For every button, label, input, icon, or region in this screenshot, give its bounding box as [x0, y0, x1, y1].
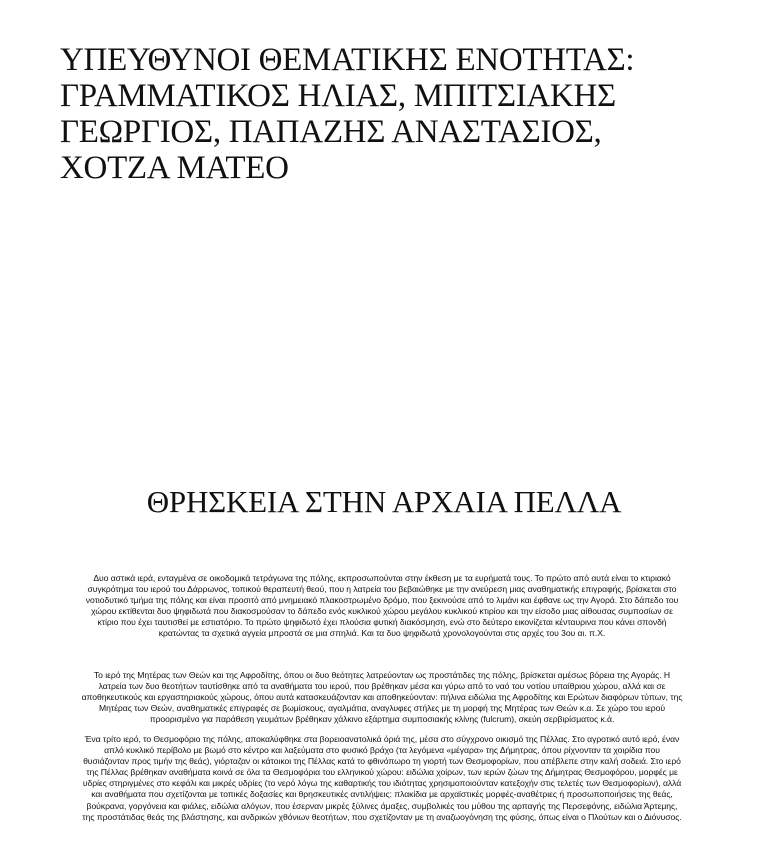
- authors-heading-line-1: ΥΠΕΥΘΥΝΟΙ ΘΕΜΑΤΙΚΗΣ ΕΝΟΤΗΤΑΣ:: [60, 42, 635, 78]
- authors-heading-line-4: ΧΟΤΖΑ ΜΑΤΕΟ: [60, 150, 289, 186]
- authors-heading: [60, 42, 720, 186]
- authors-heading-line-2: ΓΡΑΜΜΑΤΙΚΟΣ ΗΛΙΑΣ, ΜΠΙΤΣΙΑΚΗΣ: [60, 78, 616, 114]
- section-title: ΘΡΗΣΚΕΙΑ ΣΤΗΝ ΑΡΧΑΙΑ ΠΕΛΛΑ: [146, 484, 622, 519]
- paragraph-mother-of-gods-sanctuary: Το ιερό της Μητέρας των Θεών και της Αφροδίτης, όπου οι δυο θεότητες λατρεύονταν ως προστάτιδες της πόλης, βρίσκεται αμέσως βόρεια της Αγοράς. Η λατρεία των δυο θεοτήτων ταυτίσθηκε από τα αναθήματα του ιερού, που βρέθηκαν μέσα και γύρω από το ναό του νοτίου υπαίθριου χώρου, αλλά και σε αποθηκευτικούς και εργαστηριακούς χώρους, όπου αυτά κατασκευάζονταν και αποθηκεύονταν: πήλινα ειδώλια της Αφροδίτης και Ερώτων διαφόρων τύπων, της Μητέρας των Θεών, αναθηματικές επιγραφές σε βωμίσκους, αγαλμάτια, αναγλυφες στήλες με τη μορφή της Μητέρας των Θεών κ.α. Σε χώρο του ιερού προορισμένο για παράθεση γευμάτων βρέθηκαν χάλκινο εξάρτημα συμποσιακής κλίνης (fulcrum), σκεύη σερβιρίσματος κ.ά.: [81, 670, 683, 725]
- paragraph-thesmophorion: Ένα τρίτο ιερό, το Θεσμοφόριο της πόλης, αποκαλύφθηκε στα βορειοανατολικά όριά της, μέσα στο σύγχρονο οικισμό της Πέλλας. Στο αγροτικό αυτό ιερό, έναν απλό κυκλικό περίβολο με βωμό στο κέντρο και λαξεύματα στο φυσικό βράχο (τα λεγόμενα «μέγαρα» της Δήμητρας, όπου ρίχνονταν τα χοιρίδια που θυσιάζονταν προς τιμήν της θεάς), γιόρταζαν οι κάτοικοι της Πέλλας κατά το φθινόπωρο τη γιορτή των Θεσμοφορίων, που απέβλεπε στην καλή σοδειά. Στο ιερό της Πέλλας βρέθηκαν αναθήματα κοινά σε όλα τα Θεσμοφόρια του ελληνικού χώρου: ειδώλια χοίρων, των ιερών ζώων της Δήμητρας Θεσμοφόρου, μορφές με υδρίες στηριγμένες στο κεφάλι και μικρές υδρίες (το νερό λόγω της καθαρτικής του ιδιότητας χρησιμοποιούνταν κατεξοχήν στις τελετές των Θεσμοφορίων), αλλά και αναθήματα που σχετίζονται με τοπικές δοξασίες και θρησκευτικές αντιλήψεις: πλακίδια με αρχαϊστικές μορφές-αναθέτριες ή προσωποποιήσεις της θεάς, βούκρανα, γοργόνεια και φιάλες, ειδώλια αλόγων, που έσερναν μικρές ξύλινες άμαξες, συμβολικές του μύθου της αρπαγής της Περσεφόνης, ειδώλια Άρτεμης, της προστάτιδας θεάς της βλάστησης, και ανδρικών χθόνιων θεοτήτων, που σχετίζονταν με τη αναζωογόνηση της φύσης, όπως είναι ο Πλούτων και ο Διόνυσος.: [82, 734, 682, 822]
- authors-heading-line-3: ΓΕΩΡΓΙΟΣ, ΠΑΠΑΖΗΣ ΑΝΑΣΤΑΣΙΟΣ,: [60, 114, 602, 150]
- paragraph-darron-sanctuary: Δυο αστικά ιερά, ενταγμένα σε οικοδομικά τετράγωνα της πόλης, εκπροσωπούνται στην έκθεση με τα ευρήματά τους. Το πρώτο από αυτά είναι το κτιριακό συγκρότημα του ιερού του Δάρρωνος, τοπικού θεραπευτή θεού, που η λατρεία του βεβαιώθηκε με την ανεύρεση μιας αναθηματικής επιγραφής, βρίσκεται στο νοτιοδυτικό τμήμα της πόλης και είναι προσιτό από μνημειακό πλακοστρωμένο δρόμο, που ξεκινούσε από το λιμάνι και έφθανε ως την Αγορά. Στο δάπεδο του χώρου εκτίθενται δυο ψηφιδωτά που διακοσμούσαν το δάπεδο ενός κυκλικού χώρου μεγάλου κυκλικού κτιρίου και την είσοδο μιας αίθουσας συμποσίων σε κτίριο που έχει ταυτισθεί με εστιατόριο. Το πρώτο ψηφιδωτό έχει πλούσια φυτική διακόσμηση, ενώ στο δεύτερο εικονίζεται κένταυρινα που κάνει σπονδή κρατώντας τα σχετικά αγγεία μπροστά σε μια σπηλιά. Και τα δυο ψηφιδωτά χρονολογούνται στις αρχές του 3ου αι. π.Χ.: [85, 573, 679, 639]
